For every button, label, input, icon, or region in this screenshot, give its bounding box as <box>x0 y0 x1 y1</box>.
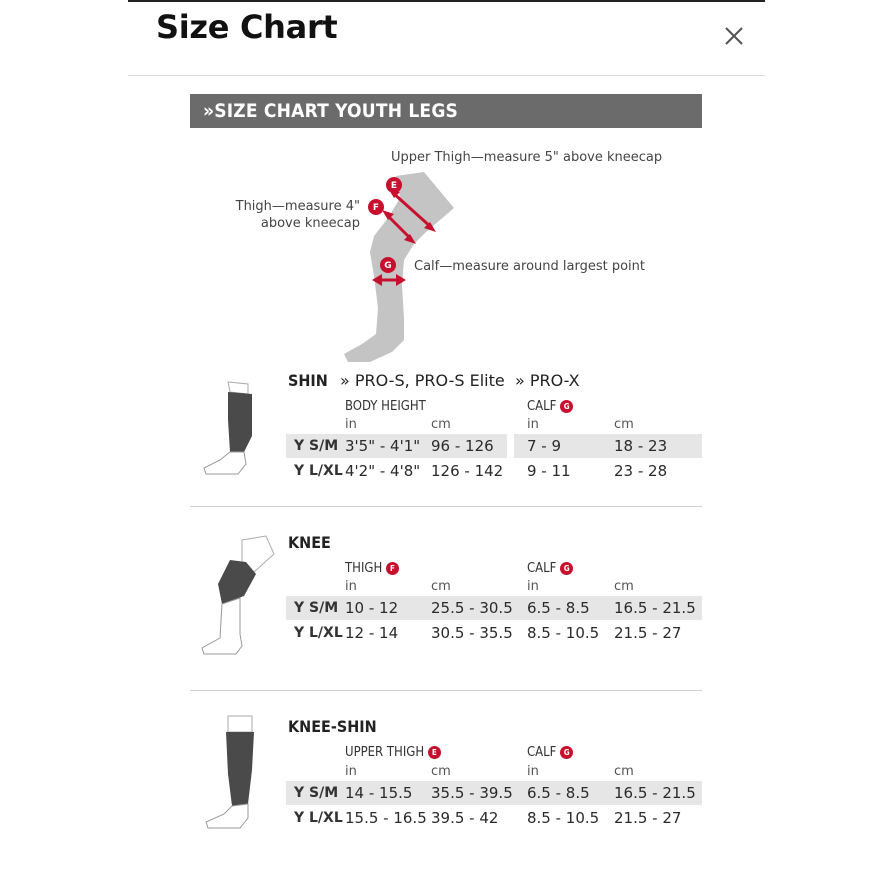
shin-row1-calf-cm: 18 - 23 <box>614 437 668 455</box>
knee-row2-thigh-in: 12 - 14 <box>345 624 399 642</box>
kneeshin-unit-cm-2: cm <box>614 764 634 779</box>
kneeshin-row2-upperthigh-in: 15.5 - 16.5 <box>345 809 427 827</box>
shin-row2-size: Y L/XL <box>294 463 343 479</box>
header-divider <box>128 75 765 76</box>
top-border <box>128 0 765 2</box>
kneeshin-unit-in-1: in <box>345 764 357 779</box>
kneeshin-row2-calf-in: 8.5 - 10.5 <box>527 809 600 827</box>
knee-row1-thigh-in: 10 - 12 <box>345 599 399 617</box>
knee-row2-thigh-cm: 30.5 - 35.5 <box>431 624 513 642</box>
knee-row2-calf-in: 8.5 - 10.5 <box>527 624 600 642</box>
close-icon[interactable] <box>718 20 750 52</box>
knee-row1-calf-cm: 16.5 - 21.5 <box>614 599 696 617</box>
kneeshin-row2-upperthigh-cm: 39.5 - 42 <box>431 809 499 827</box>
kneeshin-col1-label: UPPER THIGH <box>345 745 425 760</box>
shin-product-2: » PRO-X <box>515 371 580 390</box>
knee-row2-calf-cm: 21.5 - 27 <box>614 624 682 642</box>
section-divider-2 <box>190 690 702 691</box>
chart-banner: »SIZE CHART YOUTH LEGS <box>190 94 702 128</box>
kneeshin-title: KNEE-SHIN <box>288 717 377 736</box>
section-divider-1 <box>190 506 702 507</box>
badge-g-icon: G <box>560 562 573 575</box>
shin-unit-in-2: in <box>527 417 539 432</box>
shin-row2-calf-cm: 23 - 28 <box>614 462 668 480</box>
shin-row1-height-cm: 96 - 126 <box>431 437 494 455</box>
kneeshin-row2-size: Y L/XL <box>294 810 343 826</box>
kneeshin-unit-in-2: in <box>527 764 539 779</box>
kneeshin-row1-upperthigh-cm: 35.5 - 39.5 <box>431 784 513 802</box>
shin-col2-label: CALF <box>527 399 557 414</box>
knee-unit-cm-2: cm <box>614 579 634 594</box>
close-button[interactable] <box>718 20 750 52</box>
kneeshin-row1-calf-cm: 16.5 - 21.5 <box>614 784 696 802</box>
knee-row1-calf-in: 6.5 - 8.5 <box>527 599 590 617</box>
shin-row2-height-cm: 126 - 142 <box>431 462 504 480</box>
kneeshin-unit-cm-1: cm <box>431 764 451 779</box>
badge-g-icon: G <box>560 746 573 759</box>
badge-e-icon: E <box>428 746 441 759</box>
calf-label: Calf—measure around largest point <box>414 259 646 274</box>
badge-e-diagram: E <box>390 181 398 191</box>
shin-row1-size: Y S/M <box>294 438 339 454</box>
kneeshin-row1-calf-in: 6.5 - 8.5 <box>527 784 590 802</box>
knee-col2-header <box>527 561 573 576</box>
upper-thigh-label: Upper Thigh—measure 5" above kneecap <box>391 150 663 165</box>
knee-title: KNEE <box>288 533 331 552</box>
shin-row1-height-in: 3'5" - 4'1" <box>345 437 421 455</box>
shin-row2-calf-in: 9 - 11 <box>527 462 571 480</box>
shin-title: SHIN <box>288 371 328 390</box>
shin-product-1: » PRO-S, PRO-S Elite <box>340 371 505 390</box>
badge-g-icon: G <box>560 400 573 413</box>
shin-unit-cm-1: cm <box>431 417 451 432</box>
knee-col1-header <box>345 561 399 576</box>
kneeshin-col2-header <box>527 745 573 760</box>
knee-col2-label: CALF <box>527 561 557 576</box>
knee-guard-image <box>196 534 278 662</box>
shin-unit-cm-2: cm <box>614 417 634 432</box>
badge-g-diagram: G <box>384 261 392 271</box>
kneeshin-row1-upperthigh-in: 14 - 15.5 <box>345 784 413 802</box>
knee-row1-thigh-cm: 25.5 - 30.5 <box>431 599 513 617</box>
thigh-label-line1: Thigh—measure 4" <box>235 199 360 214</box>
shin-row1-calf-in: 7 - 9 <box>527 437 562 455</box>
shin-guard-image <box>198 380 258 480</box>
knee-shin-guard-image <box>198 714 262 834</box>
shin-col1-header: BODY HEIGHT <box>345 399 426 414</box>
knee-unit-in-1: in <box>345 579 357 594</box>
shin-row2-height-in: 4'2" - 4'8" <box>345 462 421 480</box>
shin-unit-in-1: in <box>345 417 357 432</box>
knee-row1-size: Y S/M <box>294 600 339 616</box>
kneeshin-col1-header <box>345 745 441 760</box>
shin-col2-header <box>527 399 573 414</box>
knee-unit-in-2: in <box>527 579 539 594</box>
badge-f-icon: F <box>386 562 399 575</box>
kneeshin-col2-label: CALF <box>527 745 557 760</box>
badge-f-diagram: F <box>372 203 380 213</box>
knee-unit-cm-1: cm <box>431 579 451 594</box>
knee-col1-label: THIGH <box>345 561 383 576</box>
kneeshin-row2-calf-cm: 21.5 - 27 <box>614 809 682 827</box>
modal-title: Size Chart <box>156 8 338 46</box>
knee-row2-size: Y L/XL <box>294 625 343 641</box>
kneeshin-row1-size: Y S/M <box>294 785 339 801</box>
thigh-label-line2: above kneecap <box>260 216 360 231</box>
